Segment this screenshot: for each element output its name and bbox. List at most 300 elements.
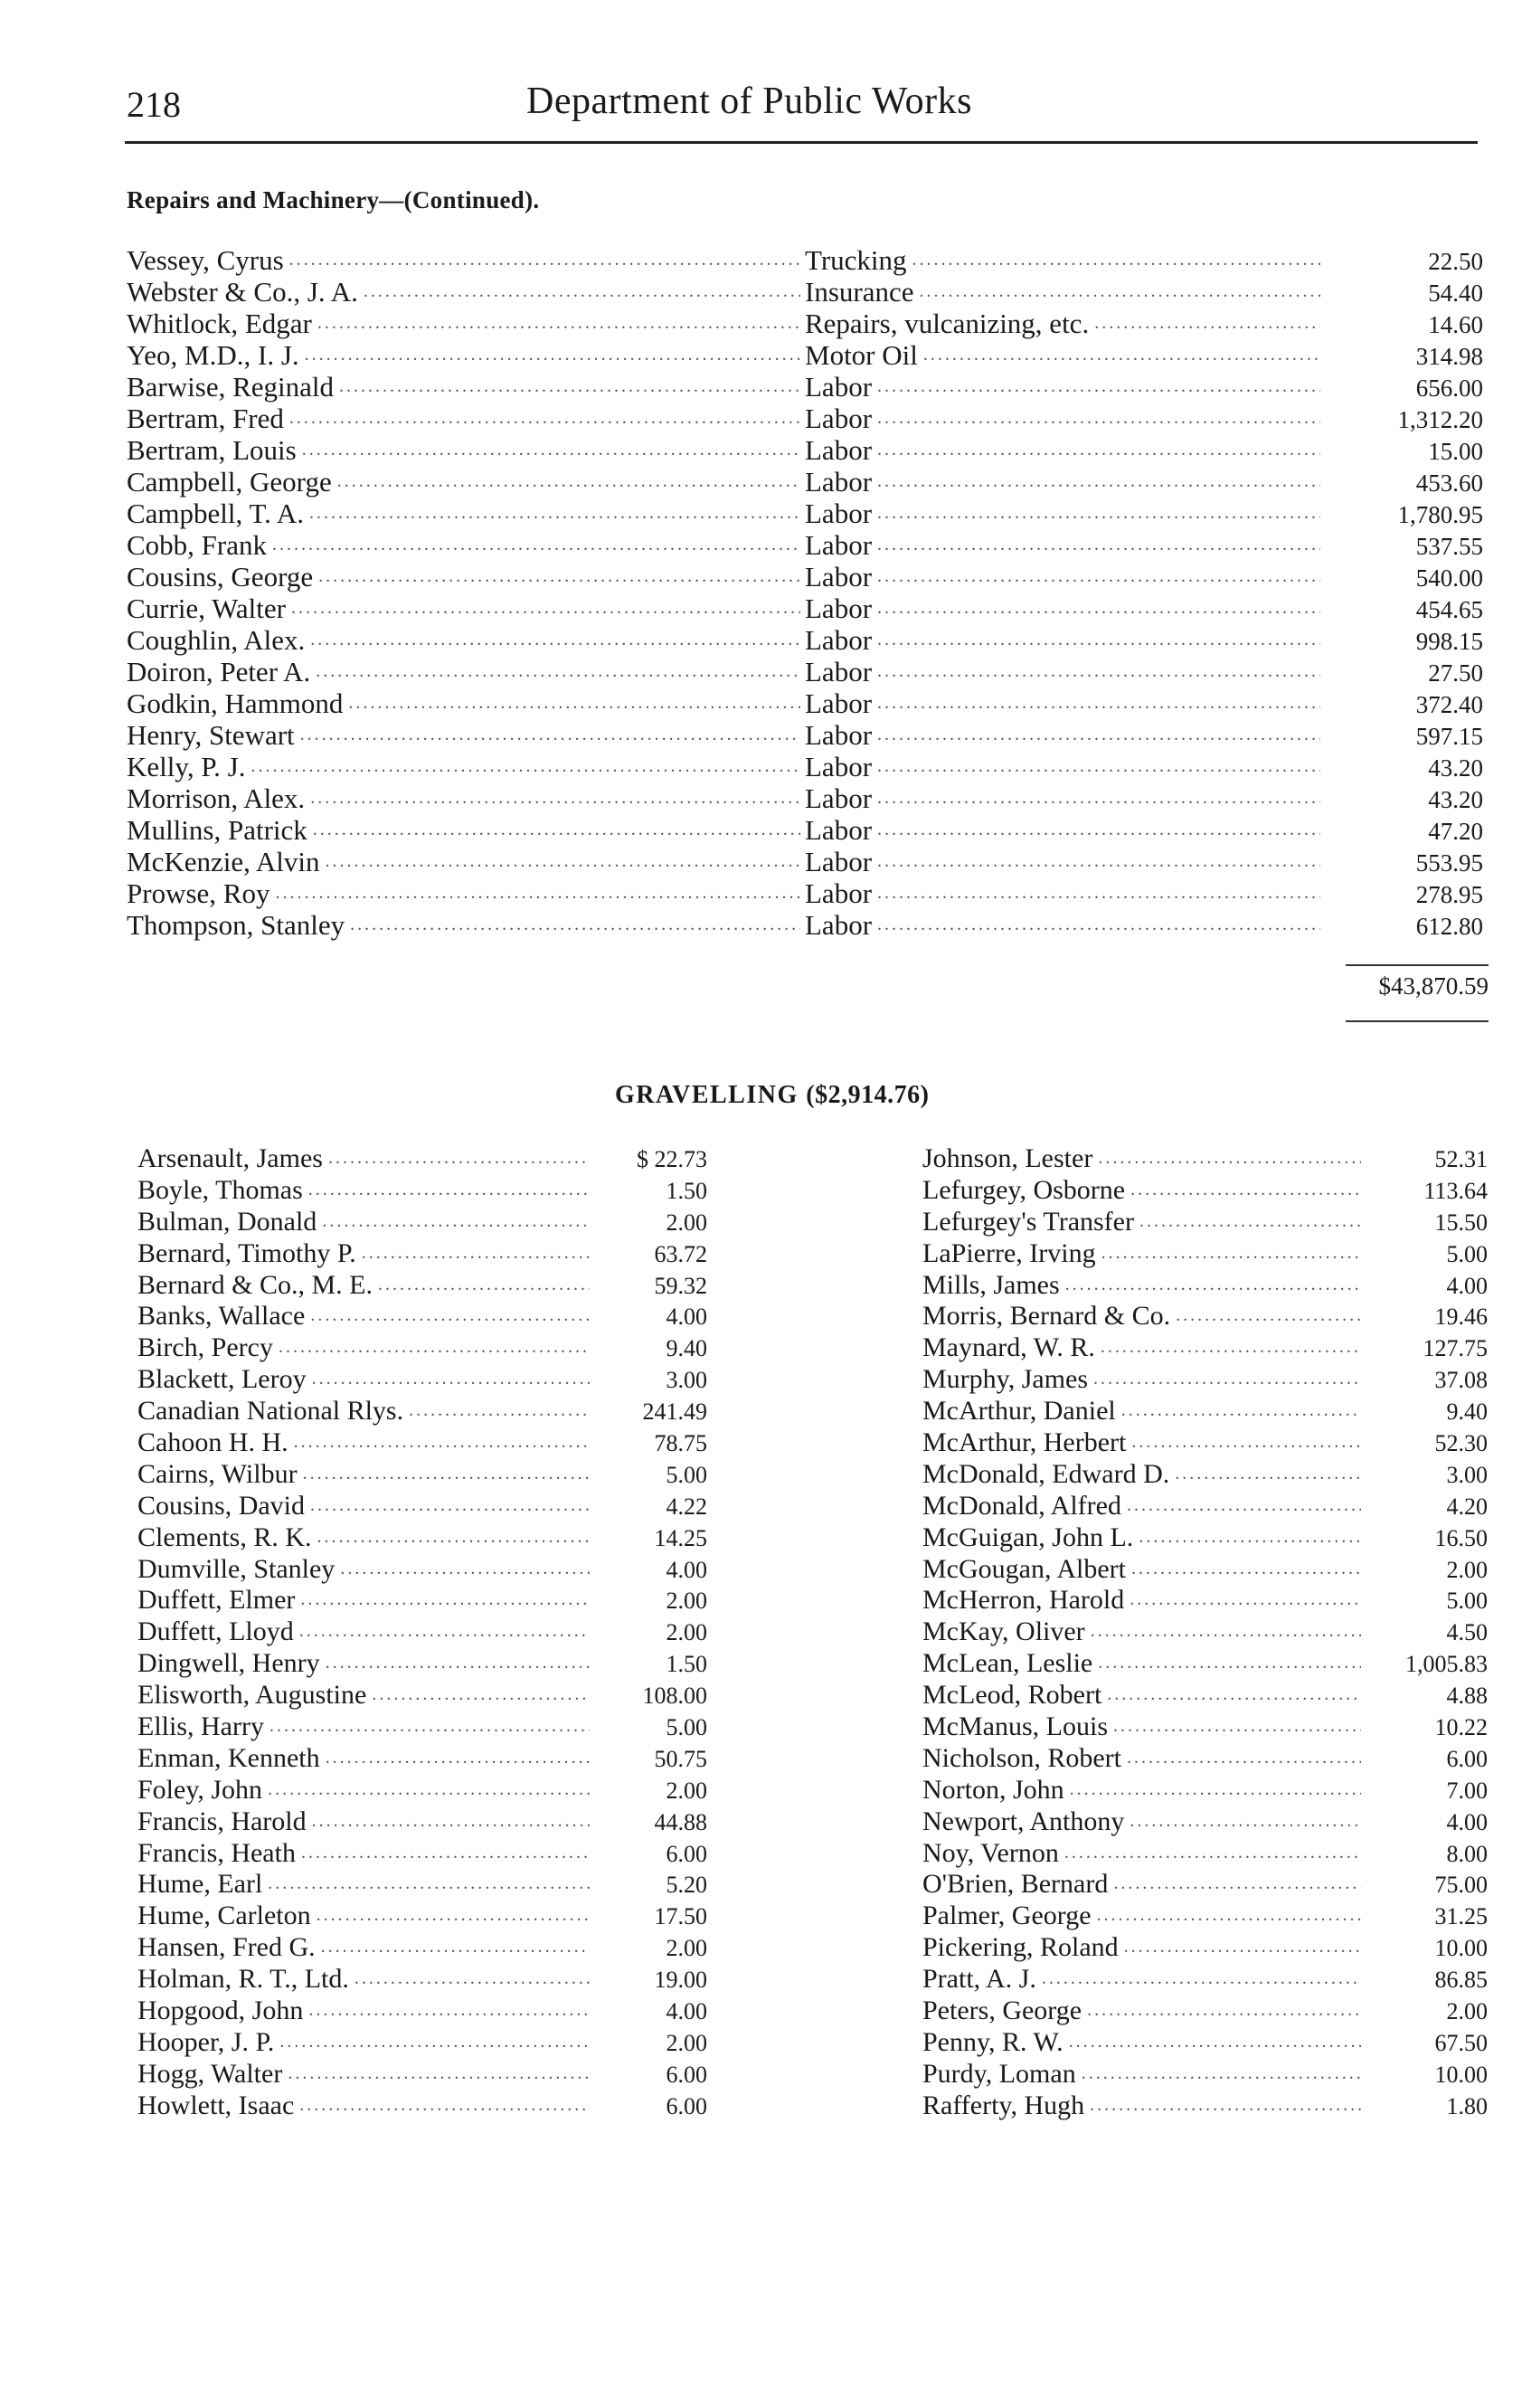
payee-cell [127,434,800,466]
payee-name: McManus, Louis [922,1711,1108,1742]
description-cell [805,656,1320,687]
payee-cell [127,371,800,403]
amount-cell: 1.50 [666,1651,707,1678]
description-text: Insurance [805,276,914,308]
payee-name: Henry, Stewart [127,719,295,751]
list-item [922,1206,1488,1237]
payee-name: Campbell, George [127,466,332,498]
payee-cell [137,1300,590,1332]
dot-leader [877,561,1320,593]
amount-cell: 17.50 [654,1903,707,1930]
payee-name: Yeo, M.D., I. J. [127,339,299,371]
description-cell [805,403,1320,434]
dot-leader [364,276,800,308]
list-item [922,1742,1488,1774]
dot-leader [1131,1553,1361,1585]
amount-cell: 54.40 [1428,280,1483,307]
payee-cell [137,1616,590,1647]
amount-cell: 15.00 [1428,438,1483,465]
amount-cell: 540.00 [1415,564,1483,592]
dot-leader [1094,308,1320,339]
payee-cell [137,1269,590,1301]
dot-leader [1127,1742,1361,1774]
dot-leader [312,1363,590,1395]
payee-name: Francis, Harold [137,1806,307,1836]
dot-leader [268,1774,590,1806]
table-row [127,656,1488,687]
payee-name: Hume, Earl [137,1869,263,1900]
payee-cell [137,1553,590,1585]
dot-leader [1113,1868,1361,1900]
payee-cell [922,1522,1361,1553]
amount-cell: 1,780.95 [1397,501,1483,528]
repairs-section-heading: Repairs and Machinery—(Continued). [127,186,540,213]
amount-cell: 52.31 [1434,1146,1488,1172]
amount-cell: 9.40 [666,1335,707,1362]
amount-cell: 2.00 [1446,1998,1488,2025]
dot-leader [912,244,1320,276]
amount-cell: 3.00 [1446,1461,1488,1488]
payee-cell [137,1174,590,1206]
amount-cell: 16.50 [1434,1524,1488,1551]
amount-cell: 4.00 [666,1304,707,1331]
dot-leader [310,1300,590,1332]
dot-leader [279,1332,590,1363]
payee-cell [922,1931,1361,1963]
payee-cell [922,1868,1361,1900]
dot-leader [1127,1490,1361,1522]
amount-cell: 113.64 [1423,1177,1488,1204]
list-item [922,1616,1488,1647]
amount-cell: 14.60 [1428,311,1483,338]
amount-cell: 31.25 [1434,1903,1488,1930]
payee-name: Morris, Bernard & Co. [922,1301,1171,1332]
list-item [137,1806,707,1837]
payee-cell [922,1395,1361,1427]
dot-leader [362,1237,590,1269]
description-text: Labor [805,403,873,434]
dot-leader [877,466,1320,498]
payee-cell [127,308,800,339]
payee-cell [922,1963,1361,1995]
dot-leader [308,1174,590,1206]
payee-cell [922,1584,1361,1616]
list-item [137,1174,707,1206]
payee-name: Canadian National Rlys. [137,1396,404,1427]
amount-cell: 5.00 [1446,1588,1488,1615]
table-row [127,371,1488,403]
list-item [137,1522,707,1553]
amount-cell: 6.00 [666,2092,707,2119]
list-item [137,1490,707,1522]
list-item [137,1142,707,1174]
payee-name: Thompson, Stanley [127,909,345,941]
payee-name: Cahoon H. H. [137,1427,288,1458]
amount-cell: 4.00 [1446,1272,1488,1299]
gravelling-total: ($2,914.76) [806,1081,930,1109]
dot-leader [309,498,800,529]
dot-leader [1090,2090,1361,2121]
payee-cell [922,1458,1361,1490]
amount-cell: 656.00 [1415,374,1483,402]
payee-name: McDonald, Edward D. [922,1458,1170,1489]
list-item [922,1679,1488,1711]
amount-cell: 5.00 [666,1461,707,1488]
payee-name: Hopgood, John [137,1996,304,2026]
list-item [137,1616,707,1647]
dot-leader [877,529,1320,561]
dot-leader [275,877,800,909]
dot-leader [1175,1458,1361,1490]
description-cell [805,909,1320,941]
table-row [127,308,1488,339]
dot-leader [877,687,1320,719]
list-item [922,1553,1488,1585]
payee-name: Banks, Wallace [137,1301,306,1332]
table-row [127,276,1488,308]
payee-name: Howlett, Isaac [137,2090,295,2120]
payee-name: Godkin, Hammond [127,687,344,719]
dot-leader [317,1900,590,1931]
amount-cell: 6.00 [666,1840,707,1867]
payee-cell [127,782,800,814]
amount-cell: 278.95 [1415,881,1483,908]
payee-cell [137,2058,590,2090]
amount-cell: 553.95 [1415,849,1483,877]
dot-leader [305,339,800,371]
table-row [127,877,1488,909]
amount-cell: 4.00 [1446,1808,1488,1835]
list-item [137,1206,707,1237]
payee-cell [137,1742,590,1774]
amount-cell: 5.00 [666,1714,707,1741]
payee-cell [137,1142,590,1174]
amount-cell: 6.00 [1446,1745,1488,1772]
amount-cell: 4.20 [1446,1493,1488,1520]
dot-leader [272,529,800,561]
payee-cell [922,1806,1361,1837]
payee-cell [137,2026,590,2058]
dot-leader [877,877,1320,909]
amount-cell: 47.20 [1428,818,1483,845]
payee-name: Bulman, Donald [137,1206,317,1237]
list-item [137,1237,707,1269]
payee-name: Barwise, Reginald [127,371,335,403]
dot-leader [1130,1584,1361,1616]
dot-leader [269,1711,590,1742]
table-row [127,339,1488,371]
payee-cell [137,1679,590,1711]
dot-leader [920,276,1321,308]
payee-name: Bernard & Co., M. E. [137,1269,373,1300]
list-item [922,1490,1488,1522]
payee-cell [137,1522,590,1553]
list-item [922,1300,1488,1332]
dot-leader [350,909,800,941]
amount-cell: 3.00 [666,1367,707,1394]
description-text: Labor [805,371,873,403]
payee-name: Coughlin, Alex. [127,624,306,656]
payee-cell [137,1395,590,1427]
payee-cell [127,403,800,434]
amount-cell: 78.75 [654,1430,707,1457]
list-item [137,1647,707,1679]
description-text: Labor [805,719,873,751]
description-cell [805,371,1320,403]
dot-leader [355,1963,590,1995]
amount-cell: 14.25 [654,1524,707,1551]
amount-cell: 8.00 [1446,1840,1488,1867]
dot-leader [289,244,800,276]
amount-cell: 10.22 [1434,1714,1488,1741]
description-cell [805,624,1320,656]
payee-cell [922,1742,1361,1774]
amount-cell: 15.50 [1434,1209,1488,1236]
payee-cell [922,1679,1361,1711]
dot-leader [316,656,800,687]
total-rule-bottom [1346,1020,1489,1022]
dot-leader [877,846,1320,877]
dot-leader [301,1837,590,1869]
amount-cell: 5.20 [666,1872,707,1899]
table-row [127,434,1488,466]
description-cell [805,498,1320,529]
dot-leader [877,782,1320,814]
amount-cell: 9.40 [1446,1398,1488,1426]
payee-cell [127,846,800,877]
payee-cell [127,529,800,561]
amount-cell: 2.00 [666,1935,707,1962]
payee-name: Clements, R. K. [137,1522,312,1552]
payee-cell [922,1300,1361,1332]
dot-leader [326,1647,590,1679]
payee-name: Cousins, George [127,561,314,593]
list-item [922,1522,1488,1553]
table-row [127,846,1488,877]
dot-leader [339,371,800,403]
payee-name: Dumville, Stanley [137,1553,336,1584]
amount-cell: 2.00 [666,1777,707,1804]
dot-leader [348,687,800,719]
description-text: Labor [805,498,873,529]
list-item [137,1742,707,1774]
dot-leader [299,1616,590,1647]
dot-leader [310,1490,590,1522]
description-cell [805,751,1320,782]
payee-cell [127,624,800,656]
dot-leader [340,1553,590,1585]
list-item [922,1711,1488,1742]
payee-cell [137,1332,590,1363]
payee-cell [137,1647,590,1679]
gravelling-left-column [137,1142,707,2121]
amount-cell: 241.49 [642,1398,707,1426]
list-item [922,1806,1488,1837]
payee-name: Whitlock, Edgar [127,308,312,339]
list-item [137,1931,707,1963]
list-item [922,1963,1488,1995]
description-cell [805,561,1320,593]
payee-cell [127,561,800,593]
list-item [922,1395,1488,1427]
payee-name: Boyle, Thomas [137,1174,303,1205]
amount-cell: 19.46 [1434,1304,1488,1331]
list-item [137,1900,707,1931]
amount-cell: 5.00 [1446,1240,1488,1267]
payee-cell [127,244,800,276]
description-cell [805,593,1320,624]
table-row [127,466,1488,498]
table-row [127,593,1488,624]
payee-cell [137,2090,590,2121]
payee-cell [922,1237,1361,1269]
dot-leader [1139,1522,1361,1553]
payee-cell [127,909,800,941]
dot-leader [303,1458,590,1490]
payee-cell [922,2026,1361,2058]
description-text: Motor Oil [805,339,918,371]
list-item [137,1711,707,1742]
dot-leader [1070,1774,1361,1806]
amount-cell: 537.55 [1415,533,1483,560]
list-item [922,1995,1488,2026]
dot-leader [299,2090,590,2121]
list-item [137,1679,707,1711]
amount-cell: 19.00 [654,1967,707,1994]
amount-cell: 597.15 [1415,723,1483,750]
list-item [137,1427,707,1458]
dot-leader [322,1206,590,1237]
payee-cell [127,339,800,371]
table-row [127,719,1488,751]
payee-name: Foley, John [137,1774,263,1805]
description-cell [805,276,1320,308]
payee-name: Campbell, T. A. [127,498,305,529]
payee-name: Elisworth, Augustine [137,1680,367,1711]
table-row [127,498,1488,529]
list-item [922,1837,1488,1869]
payee-cell [137,1458,590,1490]
table-row [127,909,1488,941]
list-item [137,1995,707,2026]
amount-cell: 1.50 [666,1177,707,1204]
dot-leader [877,909,1320,941]
page-number: 218 [127,84,181,125]
payee-cell [922,2058,1361,2090]
description-text: Labor [805,593,873,624]
amount-cell: 4.88 [1446,1683,1488,1710]
list-item [137,1269,707,1301]
dot-leader [288,2058,590,2090]
dot-leader [1107,1679,1361,1711]
description-text: Labor [805,656,873,687]
list-item [922,1269,1488,1301]
list-item [137,1363,707,1395]
dot-leader [291,593,800,624]
description-text: Labor [805,814,873,846]
dot-leader [877,656,1320,687]
list-item [922,2026,1488,2058]
amount-cell: 10.00 [1434,1935,1488,1962]
description-text: Labor [805,877,873,909]
dot-leader [326,846,800,877]
payee-cell [922,1616,1361,1647]
dot-leader [372,1679,590,1711]
payee-name: Blackett, Leroy [137,1364,307,1395]
payee-name: McLean, Leslie [922,1648,1093,1679]
amount-cell: 22.50 [1428,248,1483,275]
amount-cell: 86.85 [1434,1967,1488,1994]
list-item [922,2058,1488,2090]
dot-leader [1093,1363,1361,1395]
dot-leader [1069,2026,1361,2058]
payee-name: Bertram, Louis [127,434,297,466]
amount-cell: 454.65 [1415,596,1483,623]
payee-cell [137,1363,590,1395]
payee-name: Vessey, Cyrus [127,244,284,276]
payee-cell [922,2090,1361,2121]
list-item [922,1142,1488,1174]
amount-cell: 4.00 [666,1998,707,2025]
payee-cell [922,1774,1361,1806]
dot-leader [1091,1616,1361,1647]
description-cell [805,339,1320,371]
description-text: Labor [805,466,873,498]
payee-cell [137,1900,590,1931]
payee-name: McGuigan, John L. [922,1522,1134,1552]
description-text: Labor [805,846,873,877]
dot-leader [1087,1995,1361,2026]
payee-name: Webster & Co., J. A. [127,276,358,308]
list-item [137,1300,707,1332]
dot-leader [321,1931,590,1963]
amount-cell: $ 22.73 [637,1146,707,1172]
table-row [127,624,1488,656]
dot-leader [308,1995,590,2026]
amount-cell: 2.00 [1446,1556,1488,1583]
amount-cell: 6.00 [666,2061,707,2088]
dot-leader [409,1395,590,1427]
dot-leader [310,782,800,814]
amount-cell: 4.50 [1446,1619,1488,1646]
table-row [127,751,1488,782]
running-head-title: Department of Public Works [526,81,972,122]
dot-leader [279,2026,590,2058]
payee-cell [922,1837,1361,1869]
dot-leader [251,751,800,782]
amount-cell: 75.00 [1434,1872,1488,1899]
payee-cell [137,1774,590,1806]
payee-name: Cousins, David [137,1490,306,1521]
dot-leader [1098,1647,1361,1679]
payee-name: Bertram, Fred [127,403,284,434]
list-item [922,1931,1488,1963]
amount-cell: 108.00 [642,1683,707,1710]
description-cell [805,846,1320,877]
list-item [137,1774,707,1806]
list-item [137,1963,707,1995]
amount-cell: 2.00 [666,2029,707,2056]
dot-leader [337,466,800,498]
payee-cell [127,814,800,846]
table-row [127,403,1488,434]
table-row [127,782,1488,814]
amount-cell: 1.80 [1446,2092,1488,2119]
dot-leader [289,403,800,434]
list-item [137,2026,707,2058]
dot-leader [1098,1142,1361,1174]
payee-name: Murphy, James [922,1364,1089,1395]
